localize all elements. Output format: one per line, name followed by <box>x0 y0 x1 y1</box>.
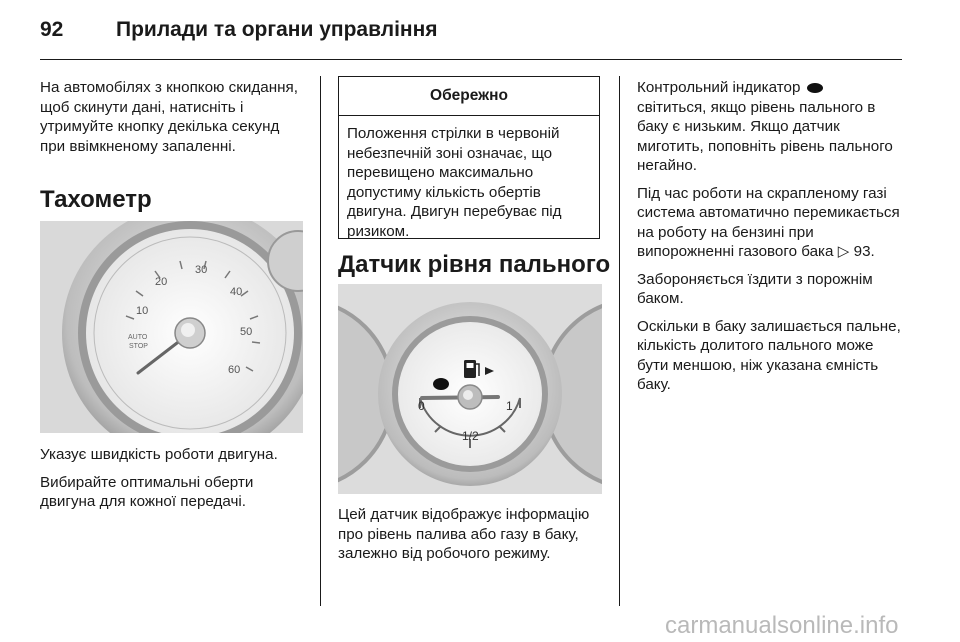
fuel-gauge-illustration <box>338 284 602 494</box>
low-fuel-dot-icon <box>807 83 823 93</box>
fuel-gauge-image <box>338 284 602 494</box>
column-divider-1 <box>320 76 321 606</box>
tachometer-paragraph-1: Указує швидкість роботи двигуна. <box>40 446 278 463</box>
header-divider <box>40 59 902 60</box>
fuel-label-half: 1/2 <box>462 429 479 443</box>
fuel-gauge-paragraph: Цей датчик відображує інформацію про рівень палива або газу в баку, залежно від робочого режиму. <box>338 506 590 562</box>
tacho-tick-50: 50 <box>240 326 253 338</box>
lpg-paragraph <box>637 184 907 262</box>
warning-box <box>338 76 600 239</box>
tachometer-image <box>40 221 303 433</box>
lpg-page-ref[interactable]: 93. <box>853 243 875 260</box>
empty-tank-paragraph: Забороняється їздити з порожнім баком. <box>637 270 873 307</box>
indicator-text-lead: Контрольний індикатор <box>637 79 801 96</box>
page-reference-icon: ▷ <box>837 243 850 260</box>
tacho-tick-10: 10 <box>136 305 149 317</box>
column-divider-2 <box>619 76 620 606</box>
fuel-info-text <box>637 78 907 403</box>
indicator-text-rest: світиться, якщо рівень пального в баку є низьким. Якщо датчик миготить, поповніть рівень пального негайно. <box>637 98 893 174</box>
tacho-tick-60: 60 <box>228 364 241 376</box>
page-number: 92 <box>40 18 64 41</box>
tachometer-illustration <box>40 221 303 433</box>
tacho-stop-label: STOP <box>129 343 148 350</box>
watermark: carmanualsonline.info <box>665 612 899 639</box>
tacho-tick-30: 30 <box>195 264 208 276</box>
tacho-auto-label: AUTO <box>128 334 148 341</box>
fuel-label-empty: 0 <box>418 399 425 413</box>
low-fuel-indicator-icon <box>433 378 449 390</box>
tacho-tick-40: 40 <box>230 286 243 298</box>
intro-paragraph: На автомобілях з кнопкою скидання, щоб скинути дані, натисніть і утримуйте кнопку декілька секунд при ввімкненому запаленні. <box>40 79 298 155</box>
page-header <box>40 14 902 48</box>
warning-body: Положення стрілки в червоній небезпечній зоні означає, що перевищено максимально допустиму кількість обертів двигуна. Двигун перебуває під ризиком. <box>347 125 562 240</box>
fuel-label-full: 1 <box>506 399 513 413</box>
tacho-tick-20: 20 <box>155 276 168 288</box>
indicator-paragraph <box>637 78 907 176</box>
tachometer-text <box>40 445 306 520</box>
fuel-gauge-heading: Датчик рівня пального <box>338 251 611 278</box>
intro-text <box>40 78 306 164</box>
lpg-text: Під час роботи на скрапленому газі система автоматично перемикається на роботу на бензині при випорожненні газового бака <box>637 184 900 260</box>
capacity-paragraph: Оскільки в баку залишається пальне, кількість долитого пального може бути меншою, ніж указана ємність баку. <box>637 317 901 393</box>
tachometer-heading: Тахометр <box>40 186 152 213</box>
warning-title: Обережно <box>339 77 599 116</box>
fuel-gauge-text <box>338 505 604 572</box>
tachometer-paragraph-2: Вибирайте оптимальні оберти двигуна для кожної передачі. <box>40 473 254 510</box>
page-title: Прилади та органи управління <box>116 18 438 41</box>
